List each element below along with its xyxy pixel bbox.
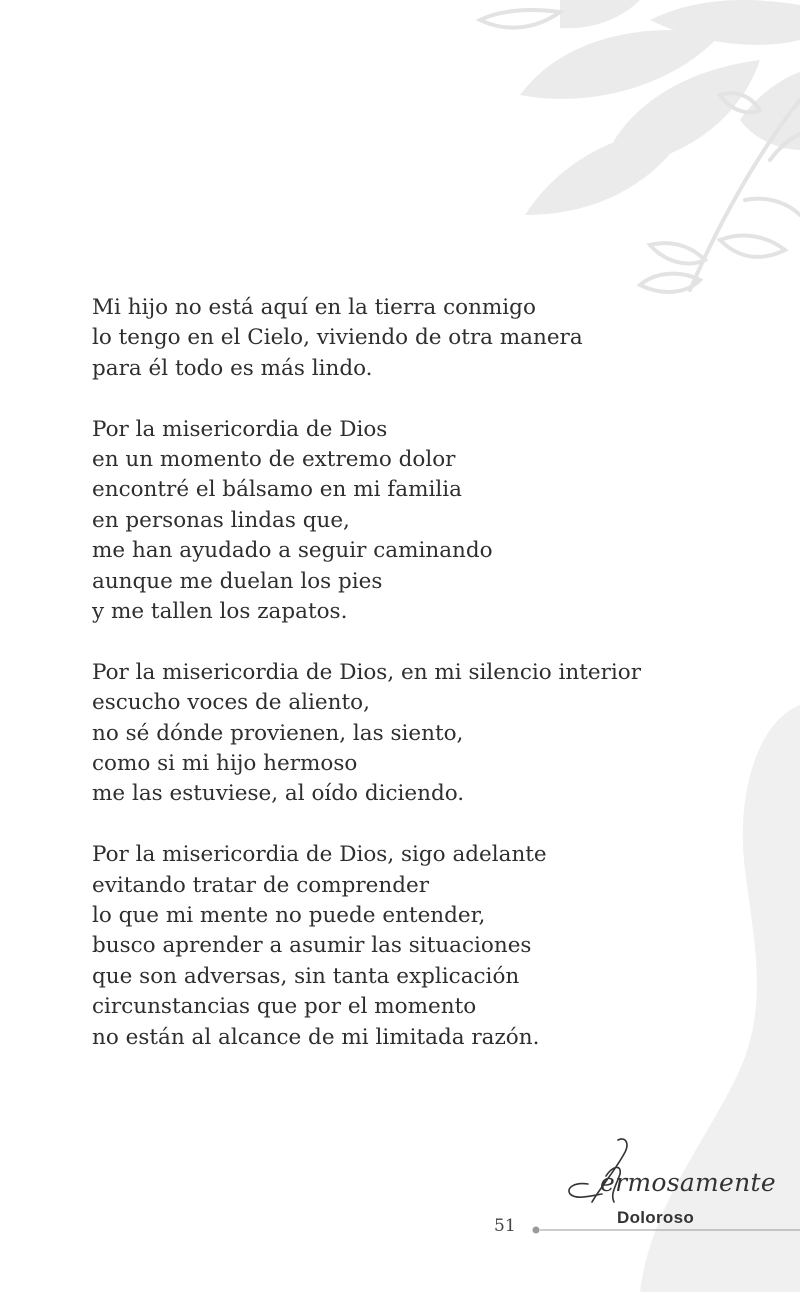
stanza — [92, 840, 732, 1053]
poem-line: circunstancias que por el momento — [92, 994, 477, 1020]
stanza — [92, 658, 732, 810]
logo-subtitle: Doloroso — [617, 1208, 695, 1227]
poem-line: encontré el bálsamo en mi familia — [92, 477, 462, 503]
poem-line: en un momento de extremo dolor — [92, 447, 456, 473]
poem-line: Mi hijo no está aquí en la tierra conmigo — [92, 295, 536, 320]
poem-line: y me tallen los zapatos. — [92, 599, 348, 625]
poem-line: que son adversas, sin tanta explicación — [92, 963, 520, 989]
poem-line: no están al alcance de mi limitada razón. — [92, 1024, 540, 1050]
stanza — [92, 293, 732, 384]
poem-body — [92, 293, 732, 1084]
poem-line: lo que mi mente no puede entender, — [92, 903, 486, 929]
poem-line: no sé dónde provienen, las siento, — [92, 720, 464, 746]
poem-line: en personas lindas que, — [92, 507, 350, 533]
stanza — [92, 415, 732, 628]
logo-script-text: ermosamente — [600, 1168, 776, 1197]
poem-line: aunque me duelan los pies — [92, 568, 383, 594]
poem-line: me han ayudado a seguir caminando — [92, 538, 493, 564]
poem-line: me las estuviese, al oído diciendo. — [92, 781, 465, 807]
poem-line: escucho voces de aliento, — [92, 690, 370, 716]
poem-line: Por la misericordia de Dios, en mi silencio interior — [92, 659, 642, 685]
poem-line: para él todo es más lindo. — [92, 355, 373, 381]
footer-dot — [533, 1227, 540, 1234]
poem-line: evitando tratar de comprender — [92, 872, 429, 898]
poem-line: Por la misericordia de Dios — [92, 416, 388, 442]
poem-line: Por la misericordia de Dios, sigo adelante — [92, 842, 547, 868]
poem-line: lo tengo en el Cielo, viviendo de otra manera — [92, 325, 583, 351]
poem-line: como si mi hijo hermoso — [92, 751, 358, 777]
poem-line: busco aprender a asumir las situaciones — [92, 933, 532, 959]
page-number: 51 — [494, 1216, 516, 1236]
